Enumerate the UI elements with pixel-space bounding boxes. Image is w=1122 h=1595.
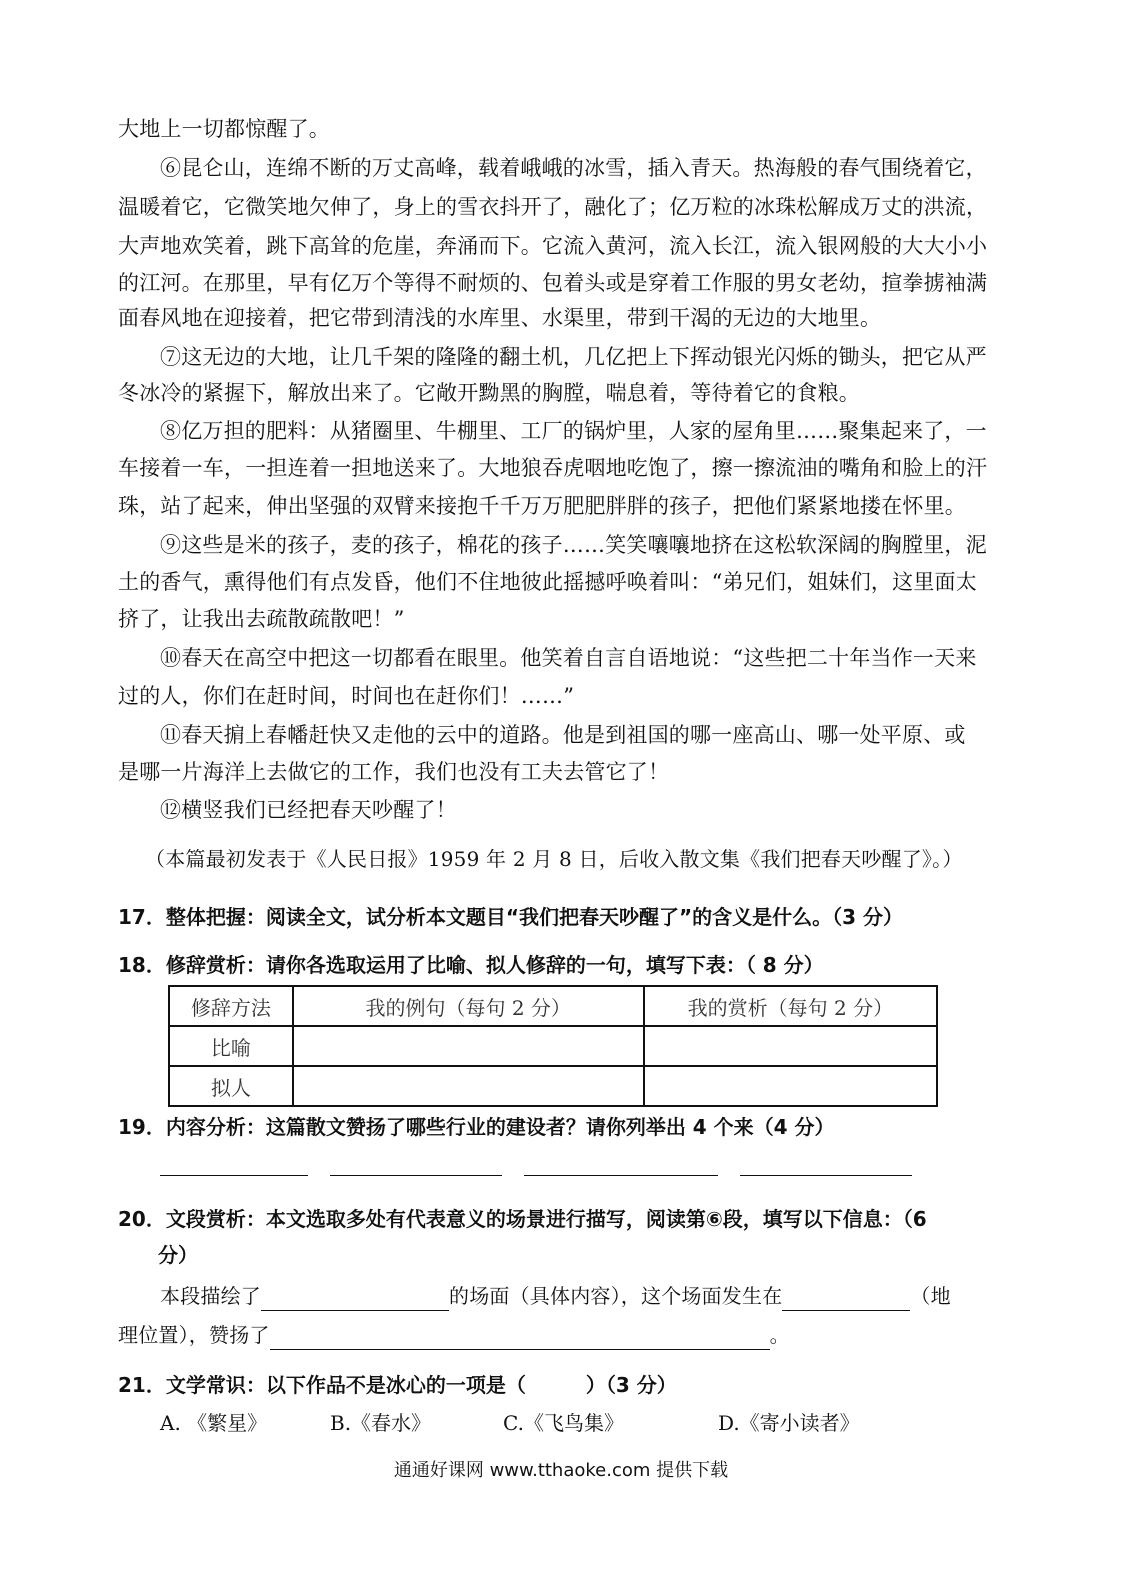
table-row [169,1026,937,1066]
example-answer-cell[interactable] [293,1026,644,1066]
passage-line: 冬冰冷的紧握下，解放出来了。它敞开黝黑的胸膛，喘息着，等待着它的食粮。 [118,381,860,405]
passage-line: 珠，站了起来，伸出坚强的双臂来接抱千千万万肥肥胖胖的孩子，把他们紧紧地搂在怀里。 [118,494,966,518]
passage-line: 面春风地在迎接着，把它带到清浅的水库里、水渠里，带到干渴的无边的大地里。 [118,306,882,330]
question-20-cont: 分） [158,1243,198,1267]
answer-blank[interactable] [740,1175,912,1176]
passage-line: ⑦这无边的大地，让几千架的隆隆的翻土机，几亿把上下挥动银光闪烁的锄头，把它从严 [160,345,987,369]
passage-line: ⑫横竖我们已经把春天吵醒了！ [160,798,457,822]
passage-line: 挤了，让我出去疏散疏散吧！” [118,607,405,631]
analysis-answer-cell[interactable] [644,1026,937,1066]
passage-line: 是哪一片海洋上去做它的工作，我们也没有工夫去管它了！ [118,760,670,784]
question-20: 20．文段赏析：本文选取多处有代表意义的场景进行描写，阅读第⑥段，填写以下信息：（6 [118,1207,927,1231]
passage-line: 土的香气，熏得他们有点发昏，他们不住地彼此摇撼呼唤着叫：“弟兄们，姐妹们，这里面太 [118,570,977,594]
passage-line: 过的人，你们在赶时间，时间也在赶你们！……” [118,684,575,708]
option-c[interactable]: C.《飞鸟集》 [503,1411,624,1435]
question-21: 21．文学常识：以下作品不是冰心的一项是（ ）（3 分） [118,1373,677,1397]
passage-line: ⑨这些是米的孩子，麦的孩子，棉花的孩子……笑笑嚷嚷地挤在这松软深阔的胸膛里，泥 [160,533,987,557]
page-footer: 通通好课网 www.tthaoke.com 提供下载 [393,1460,729,1481]
fill-text: 理位置），赞扬了 [118,1323,270,1347]
passage-line: 车接着一车，一担连着一担地送来了。大地狼吞虎咽地吃饱了，擦一擦流油的嘴角和脸上的汗 [118,456,988,480]
answer-blank[interactable] [261,1288,449,1311]
row-label: 比喻 [169,1026,293,1066]
table-header-cell: 我的例句（每句 2 分） [293,986,644,1026]
answer-blank[interactable] [524,1175,718,1176]
example-answer-cell[interactable] [293,1066,644,1106]
table-row [169,1066,937,1106]
passage-line: 的江河。在那里，早有亿万个等得不耐烦的、包着头或是穿着工作服的男女老幼，揎拳掳袖满 [118,271,988,295]
passage-line: ⑪春天掮上春幡赶快又走他的云中的道路。他是到祖国的哪一座高山、哪一处平原、或 [160,723,966,747]
question-19: 19．内容分析：这篇散文赞扬了哪些行业的建设者？请你列举出 4 个来（4 分） [118,1115,835,1139]
table-header-cell: 我的赏析（每句 2 分） [644,986,937,1026]
analysis-answer-cell[interactable] [644,1066,937,1106]
table-header-cell: 修辞方法 [169,986,293,1026]
passage-line: 大声地欢笑着，跳下高耸的危崖，奔涌而下。它流入黄河，流入长江，流入银网般的大大小小 [118,234,988,258]
passage-line: 温暖着它，它微笑地欠伸了，身上的雪衣抖开了，融化了；亿万粒的冰珠松解成万丈的洪流， [118,195,988,219]
source-note: （本篇最初发表于《人民日报》1959 年 2 月 8 日，后收入散文集《我们把春天吵醒了》。） [145,847,963,871]
row-label: 拟人 [169,1066,293,1106]
answer-blank[interactable] [270,1327,770,1350]
q20-fill-line-1 [160,1281,951,1311]
option-a[interactable]: A. 《繁星》 [160,1411,268,1435]
passage-line: ⑩春天在高空中把这一切都看在眼里。他笑着自言自语地说：“这些把二十年当作一天来 [160,646,977,670]
answer-blank[interactable] [160,1175,308,1176]
fill-text: 本段描绘了 [160,1284,261,1308]
option-d[interactable]: D.《寄小读者》 [718,1411,860,1435]
option-b[interactable]: B.《春水》 [330,1411,432,1435]
table-header-row [169,986,937,1026]
q20-fill-line-2 [118,1320,790,1350]
answer-blank[interactable] [330,1175,502,1176]
question-18: 18．修辞赏析：请你各选取运用了比喻、拟人修辞的一句，填写下表：（ 8 分） [118,953,824,977]
passage-line: 大地上一切都惊醒了。 [118,117,330,141]
passage-line: ⑥昆仑山，连绵不断的万丈高峰，载着峨峨的冰雪，插入青天。热海般的春气围绕着它， [160,156,987,180]
question-17: 17．整体把握：阅读全文，试分析本文题目“我们把春天吵醒了”的含义是什么。（3 分） [118,905,903,929]
passage-line: ⑧亿万担的肥料：从猪圈里、牛棚里、工厂的锅炉里，人家的屋角里……聚集起来了，一 [160,419,987,443]
fill-text: （地 [910,1284,951,1308]
fill-text: 的场面（具体内容），这个场面发生在 [449,1284,783,1308]
answer-blank[interactable] [782,1288,910,1311]
fill-text: 。 [769,1323,790,1347]
rhetoric-table [168,985,938,1107]
